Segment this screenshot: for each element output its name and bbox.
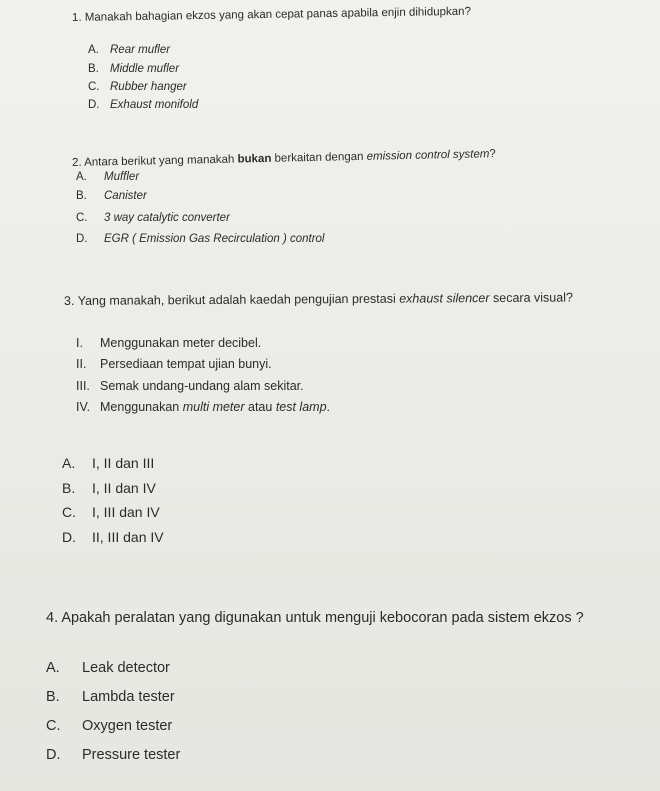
option-letter: A. <box>88 44 99 56</box>
stem-italic: emission control system <box>366 148 490 163</box>
option-letter: B. <box>88 63 99 75</box>
q4-option-d <box>46 747 180 763</box>
option-letter: B. <box>62 480 76 496</box>
option-letter: A. <box>62 455 76 471</box>
q1-option-b <box>88 63 179 75</box>
statement-italic: test lamp <box>275 400 327 414</box>
q2-option-c <box>76 212 230 224</box>
option-text: Pressure tester <box>82 747 181 763</box>
option-text: Muffler <box>104 171 140 183</box>
option-letter: C. <box>62 504 76 520</box>
statement-number: IV. <box>76 400 91 414</box>
statement-italic: multi meter <box>182 400 245 414</box>
option-text: I, II dan III <box>92 455 155 471</box>
option-letter: D. <box>46 747 61 763</box>
q3-statement-3 <box>76 379 304 393</box>
q1-option-d <box>88 99 198 111</box>
option-text: Rubber hanger <box>110 81 187 93</box>
option-letter: D. <box>88 99 100 111</box>
q3-statement-4 <box>76 400 330 414</box>
stem-text: ? <box>489 148 496 161</box>
statement-text: . <box>326 400 331 414</box>
q3-option-c <box>62 504 160 520</box>
stem-text: 2. Antara berikut yang manakah <box>71 153 238 169</box>
option-text: 3 way catalytic converter <box>104 212 230 224</box>
q2-option-b <box>76 190 147 202</box>
q2-option-d <box>76 233 324 245</box>
option-letter: C. <box>46 718 61 734</box>
option-text: I, III dan IV <box>92 504 160 520</box>
statement-text: Persediaan tempat ujian bunyi. <box>100 357 272 371</box>
question-1-stem: 1. Manakah bahagian ekzos yang akan cepat panas apabila enjin dihidupkan? <box>71 5 472 24</box>
statement-text: atau <box>244 400 276 414</box>
option-text: Rear mufler <box>110 44 171 56</box>
q3-statement-1 <box>76 336 261 350</box>
option-text: Oxygen tester <box>82 718 173 734</box>
q3-option-d <box>62 529 164 545</box>
option-text: Lambda tester <box>82 689 175 705</box>
option-text: Middle mufler <box>110 63 180 75</box>
statement-text: Menggunakan <box>100 400 183 414</box>
stem-text: 3. Yang manakah, berikut adalah kaedah pengujian prestasi <box>63 291 400 308</box>
statement-number: III. <box>76 379 90 393</box>
option-letter: C. <box>88 81 100 93</box>
statement-text: Semak undang-undang alam sekitar. <box>100 379 304 393</box>
q1-option-c <box>88 81 187 93</box>
option-letter: B. <box>46 689 60 705</box>
question-3-stem <box>64 290 573 308</box>
q4-option-c <box>46 718 172 734</box>
option-letter: B. <box>76 190 87 202</box>
statement-number: II. <box>76 357 87 371</box>
option-letter: A. <box>76 171 87 183</box>
option-text: Leak detector <box>82 660 170 676</box>
question-2-stem <box>72 148 496 169</box>
q2-option-a <box>76 171 139 183</box>
q3-option-a <box>62 455 154 471</box>
q4-option-a <box>46 660 170 676</box>
option-letter: A. <box>46 660 60 676</box>
option-text: EGR ( Emission Gas Recirculation ) control <box>104 233 325 245</box>
stem-italic: exhaust silencer <box>399 291 490 306</box>
option-letter: C. <box>76 212 88 224</box>
option-text: II, III dan IV <box>92 529 164 545</box>
q4-option-b <box>46 689 175 705</box>
q3-statement-2 <box>76 357 272 371</box>
question-4-stem: 4. Apakah peralatan yang digunakan untuk menguji kebocoran pada sistem ekzos ? <box>46 610 584 626</box>
statement-text: Menggunakan meter decibel. <box>100 336 262 350</box>
option-letter: D. <box>76 233 88 245</box>
stem-text: berkaitan dengan <box>271 150 367 165</box>
stem-bold: bukan <box>237 152 272 166</box>
q3-option-b <box>62 480 156 496</box>
option-letter: D. <box>62 529 76 545</box>
stem-text: secara visual? <box>489 290 573 306</box>
option-text: Exhaust monifold <box>110 99 199 111</box>
option-text: Canister <box>104 190 147 202</box>
option-text: I, II dan IV <box>92 480 156 496</box>
q1-option-a <box>88 44 170 56</box>
statement-number: I. <box>76 336 83 350</box>
